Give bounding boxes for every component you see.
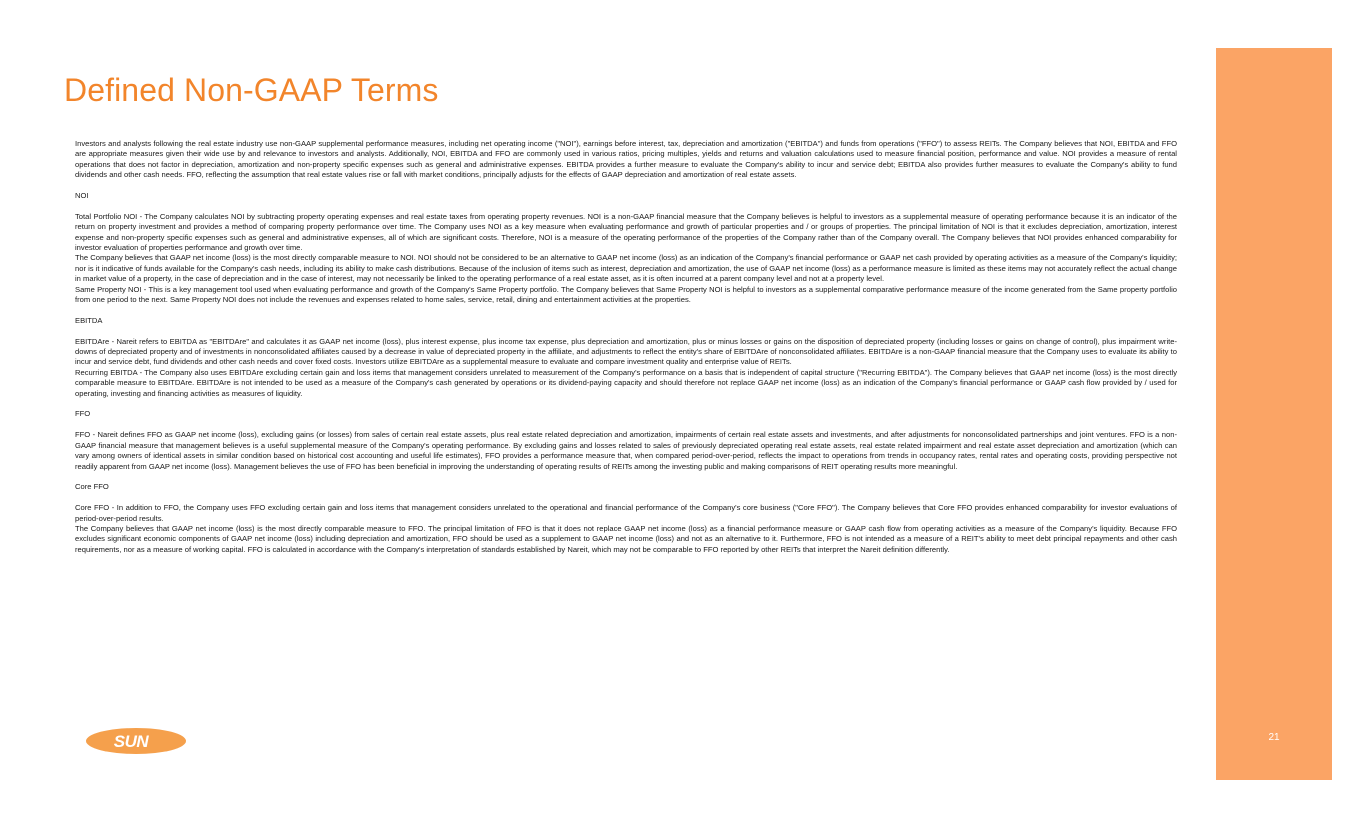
noi-heading: NOI bbox=[75, 191, 89, 201]
noi-paragraph: Same Property NOI - This is a key management tool used when evaluating performance and growth of the Company's Same Property portfolio. The Company believes that Same Property NOI is helpful to investors as a supplemental comparative performance measure of the income generated from the Same property portfolio from one period to the next. Same Property NOI does not include the revenues and expenses related to home sales, service, retail, dining and entertainment activities at the properties. bbox=[75, 284, 1177, 305]
page-title: Defined Non-GAAP Terms bbox=[64, 72, 439, 108]
ebitda-heading: EBITDA bbox=[75, 315, 103, 325]
core-ffo-heading: Core FFO bbox=[75, 482, 109, 492]
intro-paragraph: Investors and analysts following the real estate industry use non-GAAP supplemental performance measures, including net operating income ("NOI"), earnings before interest, tax, depreciation and amortization ("EBITDA") and funds from operations ("FFO") to assess REITs. The Company believes that NOI, EBITDA and FFO are appropriate measures given their wide use by and relevance to investors and analysts. Additionally, NOI, EBITDA and FFO are commonly used in various ratios, pricing multiples, yields and returns and valuation calculations used to measure financial position, performance and value. NOI provides a measure of rental operations that does not factor in depreciation, amortization and non-property specific expenses such as general and administrative expenses. EBITDA provides a further measure to evaluate the Company's ability to incur and service debt; EBITDA also provides further measures to evaluate the Company's ability to fund dividends and other cash needs. FFO, reflecting the assumption that real estate values rise or fall with market conditions, principally adjusts for the effects of GAAP depreciation and amortization of real estate assets. bbox=[75, 139, 1177, 180]
logo-text: SUN bbox=[113, 732, 149, 751]
page-number: 21 bbox=[1268, 732, 1280, 743]
side-panel bbox=[1216, 48, 1332, 780]
sun-logo bbox=[80, 726, 188, 756]
ebitda-paragraph: Recurring EBITDA - The Company also uses EBITDAre excluding certain gain and loss items that management considers unrelated to measurement of the Company's performance on a basis that is independent of capital structure ("Recurring EBITDA"). The Company believes that GAAP net income (loss) is the most directly comparable measure to EBITDAre. EBITDAre is not intended to be used as a measure of the Company's cash generated by operations or its dividend-paying capacity and should therefore not replace GAAP net income (loss) as an indication of the Company's financial performance or GAAP cash flow provided by / used for operating, investing and financing activities as measures of liquidity. bbox=[75, 367, 1177, 398]
body-content bbox=[75, 139, 1177, 555]
core-ffo-paragraph: The Company believes that GAAP net income (loss) is the most directly comparable measure to FFO. The principal limitation of FFO is that it does not replace GAAP net income (loss) as a financial performance measure or GAAP cash flow from operating activities as a measure of the Company's liquidity. Because FFO excludes significant economic components of GAAP net income (loss) including depreciation and amortization, FFO should be used as a supplement to GAAP net income (loss) and not as an alternative to it. Furthermore, FFO is not intended as a measure of a REIT's ability to meet debt principal repayments and other cash requirements, nor as a measure of working capital. FFO is calculated in accordance with the Company's interpretation of standards established by Nareit, which may not be comparable to FFO reported by other REITs that interpret the Nareit definition differently. bbox=[75, 523, 1177, 554]
noi-paragraph: The Company believes that GAAP net income (loss) is the most directly comparable measure to NOI. NOI should not be considered to be an alternative to GAAP net income (loss) as an indication of the Company's financial performance or GAAP net cash provided by operating activities as a measure of the Company's liquidity; nor is it indicative of funds available for the Company's cash needs, including its ability to make cash distributions. Because of the inclusion of items such as interest, depreciation and amortization, the use of GAAP net income (loss) as a performance measure is limited as these items may not accurately reflect the actual change in market value of a property, in the case of depreciation and in the case of interest, may not necessarily be linked to the operating performance of a real estate asset, as it is often incurred at a parent company level and not at a property level. bbox=[75, 253, 1177, 284]
noi-paragraph: Total Portfolio NOI - The Company calculates NOI by subtracting property operating expenses and real estate taxes from operating property revenues. NOI is a non-GAAP financial measure that the Company believes is helpful to investors as a supplemental measure of operating performance because it is an indicator of the return on property investment and provides a method of comparing property performance over time. The Company uses NOI as a key measure when evaluating performance and growth of particular properties and / or groups of properties. The principal limitation of NOI is that it excludes depreciation, amortization, interest expense and non-property specific expenses such as general and administrative expenses, all of which are significant costs. Therefore, NOI is a measure of the operating performance of the properties of the Company rather than of the Company overall. The Company believes that NOI provides enhanced comparability for investor evaluation of properties performance and growth over time. bbox=[75, 211, 1177, 253]
ebitda-paragraph: EBITDAre - Nareit refers to EBITDA as "EBITDAre" and calculates it as GAAP net income (loss), plus interest expense, plus income tax expense, plus depreciation and amortization, plus or minus losses or gains on the disposition of depreciated property (including losses or gains on change of control), plus impairment write-downs of depreciated property and of investments in nonconsolidated affiliates caused by a decrease in value of depreciated property in the affiliate, and adjustments to reflect the entity's share of EBITDAre of nonconsolidated affiliates. EBITDAre is a non-GAAP financial measure that the Company uses to evaluate its ability to incur and service debt, fund dividends and other cash needs and cover fixed costs. Investors utilize EBITDAre as a supplemental measure to evaluate and compare investment quality and enterprise value of REITs. bbox=[75, 336, 1177, 367]
ffo-paragraph: FFO - Nareit defines FFO as GAAP net income (loss), excluding gains (or losses) from sales of certain real estate assets, plus real estate related depreciation and amortization, impairments of certain real estate assets and investments, and after adjustments for nonconsolidated partnerships and joint ventures. FFO is a non-GAAP financial measure that management believes is a useful supplemental measure of the Company's operating performance. By excluding gains and losses related to sales of previously depreciated operating real estate assets, real estate related impairment and real estate asset depreciation and amortization (which can vary among owners of identical assets in similar condition based on historical cost accounting and useful life estimates), FFO provides a performance measure that, when compared period-over-period, reflects the impact to operations from trends in occupancy rates, rental rates and operating costs, providing perspective not readily apparent from GAAP net income (loss). Management believes the use of FFO has been beneficial in improving the understanding of operating results of REITs among the investing public and making comparisons of REIT operating results more meaningful. bbox=[75, 430, 1177, 471]
ffo-heading: FFO bbox=[75, 409, 91, 419]
core-ffo-paragraph: Core FFO - In addition to FFO, the Company uses FFO excluding certain gain and loss items that management considers unrelated to the operational and financial performance of the Company's core business ("Core FFO"). The Company believes that Core FFO provides enhanced comparability for investor evaluations of period-over-period results. bbox=[75, 503, 1177, 523]
